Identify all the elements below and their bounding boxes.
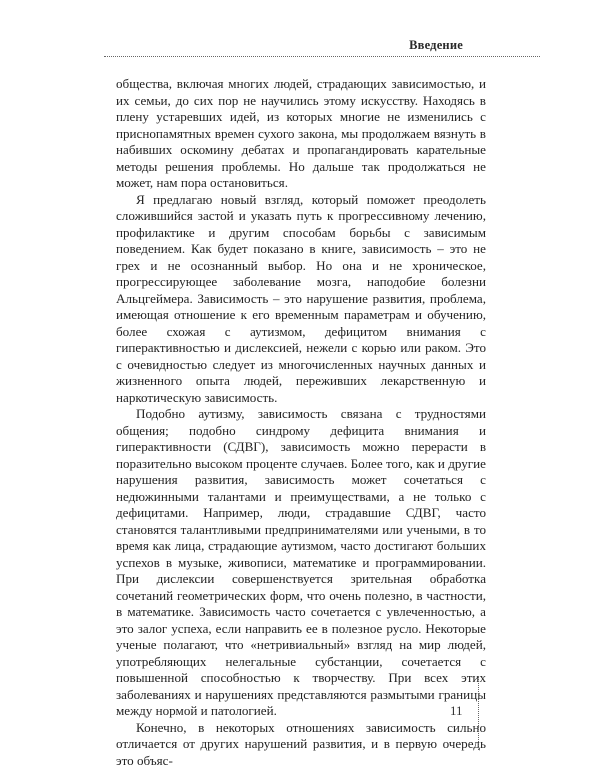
paragraph-continuation: общества, включая многих людей, страдающих зависимостью, и их семьи, до сих пор не научились этому искусству. Находясь в плену устаревших идей, из которых многие не изменились с приснопамятных времен сухого закона, мы продолжаем вязнуть в набивших оскомину дебатах и пропагандировать карательные методы решения проблемы. Но дальше так продолжаться не может, нам пора остановиться. — [116, 76, 486, 192]
paragraph: Конечно, в некоторых отношениях зависимость сильно отличается от других нарушений развития, и в первую очередь это объяс- — [116, 720, 486, 769]
footer-dotted-rule — [478, 676, 479, 750]
body-text — [116, 76, 486, 769]
paragraph: Подобно аутизму, зависимость связана с трудностями общения; подобно синдрому дефицита внимания и гиперактивности (СДВГ), зависимость можно перерасти в поразительно высоком проценте случаев. Более того, как и другие нарушения развития, зависимость может сочетаться с недюжинными талантами и преимуществами, а не только с дефицитами. Например, люди, страдавшие СДВГ, часто становятся талантливыми предпринимателями или учеными, в то время как лица, страдающие аутизмом, часто достигают больших успехов в музыке, живописи, математике и программировании. При дислексии совершенствуется зрительная обработка сочетаний геометрических форм, что очень полезно, в частности, в математике. Зависимость часто сочетается с увлеченностью, а это залог успеха, если направить ее в полезное русло. Некоторые ученые полагают, что «нетривиальный» взгляд на мир людей, употребляющих нелегальные субстанции, сочетается с повышенной способностью к творчеству. При всех этих заболеваниях и нарушениях представляются размытыми границы между нормой и патологией. — [116, 406, 486, 720]
paragraph: Я предлагаю новый взгляд, который поможет преодолеть сложившийся застой и указать путь к прогрессивному лечению, профилактике и другим способам борьбы с зависимым поведением. Как будет показано в книге, зависимость – это не грех и не осознанный выбор. Но она и не хроническое, прогрессирующее заболевание мозга, наподобие болезни Альцгеймера. Зависимость – это нарушение развития, проблема, имеющая отношение к его временным параметрам и обучению, более схожая с аутизмом, дефицитом внимания с гиперактивностью и дислексией, нежели с корью или раком. Это с очевидностью следует из многочисленных научных данных и жизненного опыта людей, переживших лекарственную и наркотическую зависимость. — [116, 192, 486, 407]
running-header: Введение — [409, 38, 463, 53]
header-dotted-rule — [104, 56, 540, 57]
page-number: 11 — [450, 703, 463, 719]
